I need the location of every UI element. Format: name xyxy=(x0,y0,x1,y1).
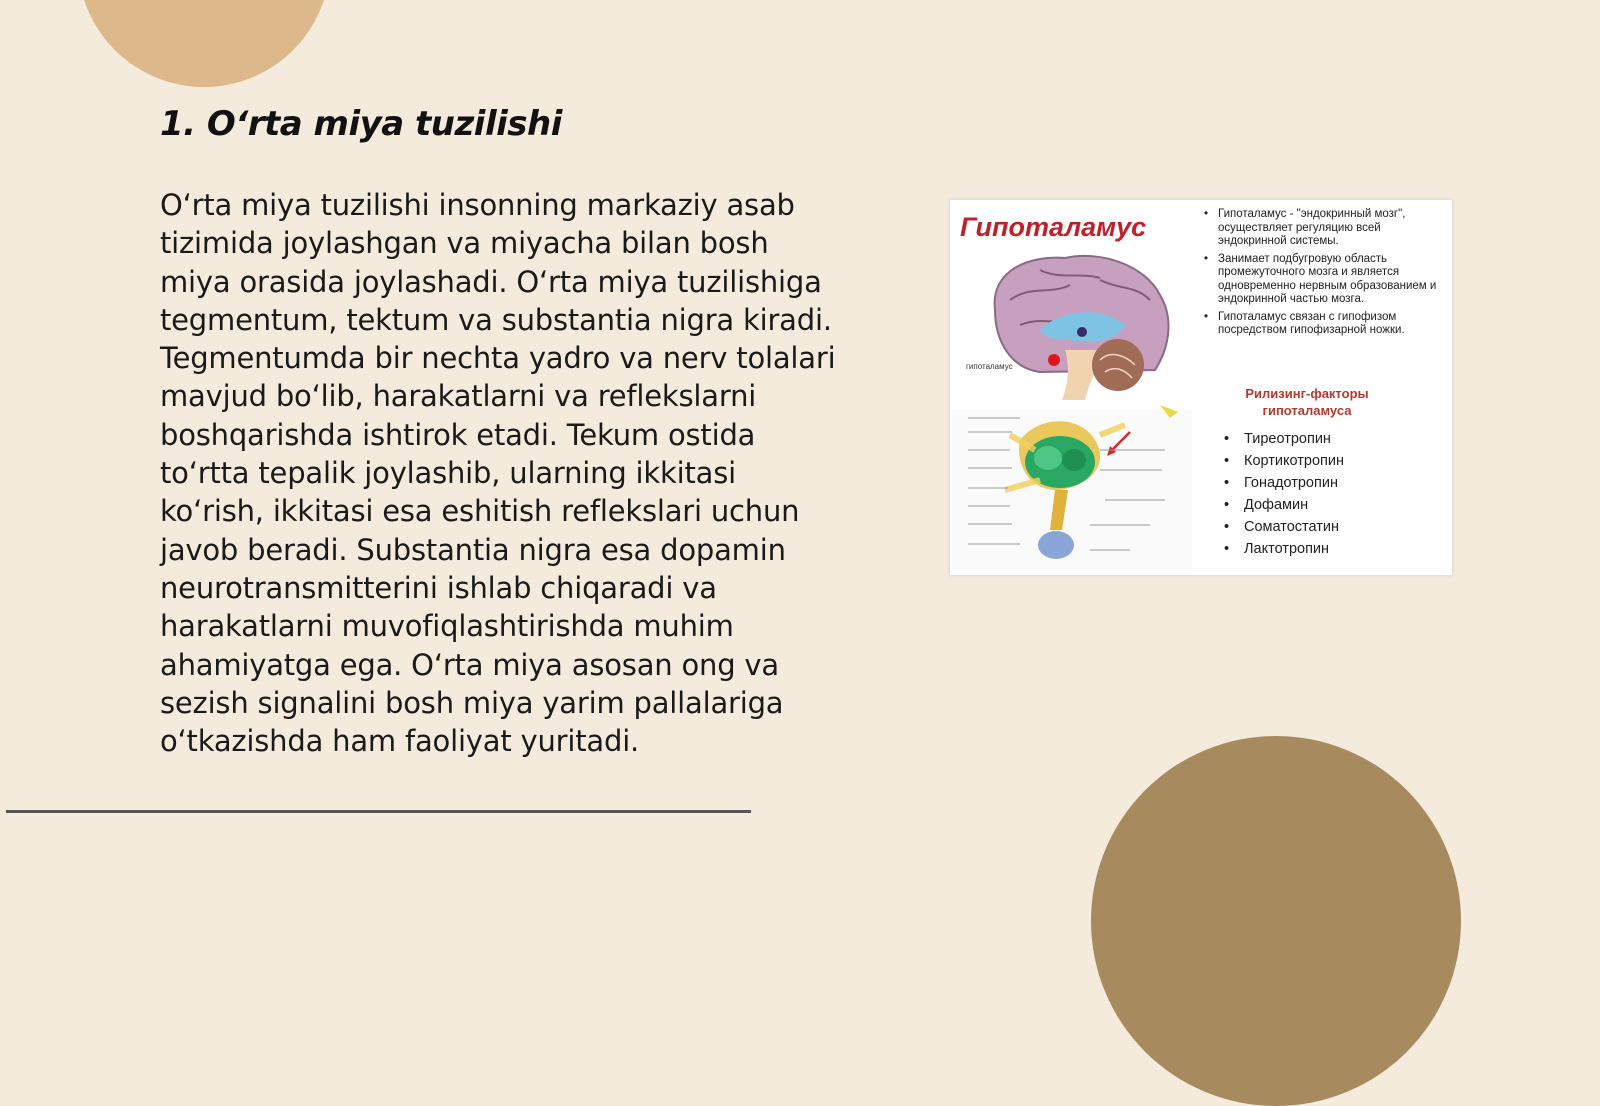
fact-item: • Гипоталамус связан с гипофизом посредством гипофизарной ножки. xyxy=(1202,311,1448,338)
figure-title: Гипоталамус xyxy=(960,212,1147,242)
divider-line xyxy=(6,810,751,813)
fact-item: • Занимает подбугровую область промежуточного мозга и является одновременно нервным образованием и эндокринной частью мозга. xyxy=(1202,253,1448,307)
fact-item: • Гипоталамус - "эндокринный мозг", осуществляет регуляцию всей эндокринной системы. xyxy=(1202,208,1448,249)
figure-facts-list xyxy=(1202,208,1448,342)
decorative-circle-bottom xyxy=(1091,736,1461,1106)
figure-caption: гипоталамус xyxy=(966,362,1013,371)
factor-item: • Дофамин xyxy=(1222,494,1344,516)
slide-title: 1. O‘rta miya tuzilishi xyxy=(160,104,562,144)
factor-item: • Кортикотропин xyxy=(1222,450,1344,472)
factor-item: • Соматостатин xyxy=(1222,516,1344,538)
figure-subtitle: Рилизинг-факторы гипоталамуса xyxy=(1245,386,1369,418)
factor-item: • Лактотропин xyxy=(1222,538,1344,560)
releasing-factors-list xyxy=(1222,428,1344,560)
factor-item: • Гонадотропин xyxy=(1222,472,1344,494)
factor-item: • Тиреотропин xyxy=(1222,428,1344,450)
decorative-circle-top xyxy=(78,0,330,87)
slide-body-text: O‘rta miya tuzilishi insonning markaziy asab tizimida joylashgan va miyacha bilan bosh miya orasida joylashadi. O‘rta miya tuzilishiga tegmentum, tektum va substantia nigra kiradi. Tegmentumda bir nechta yadro va nerv tolalari mavjud bo‘lib, harakatlarni va reflekslarni boshqarishda ishtirok etadi. Tekum ostida to‘rtta tepalik joylashib, ularning ikkitasi ko‘rish, ikkitasi esa eshitish reflekslari uchun javob beradi. Substantia nigra esa dopamin neurotransmitterini ishlab chiqaradi va harakatlarni muvofiqlashtirishda muhim ahamiyatga ega. O‘rta miya asosan ong va sezish signalini bosh miya yarim pallalariga o‘tkazishda ham faoliyat yuritadi. xyxy=(160,188,836,759)
hypothalamus-figure xyxy=(950,200,1452,575)
